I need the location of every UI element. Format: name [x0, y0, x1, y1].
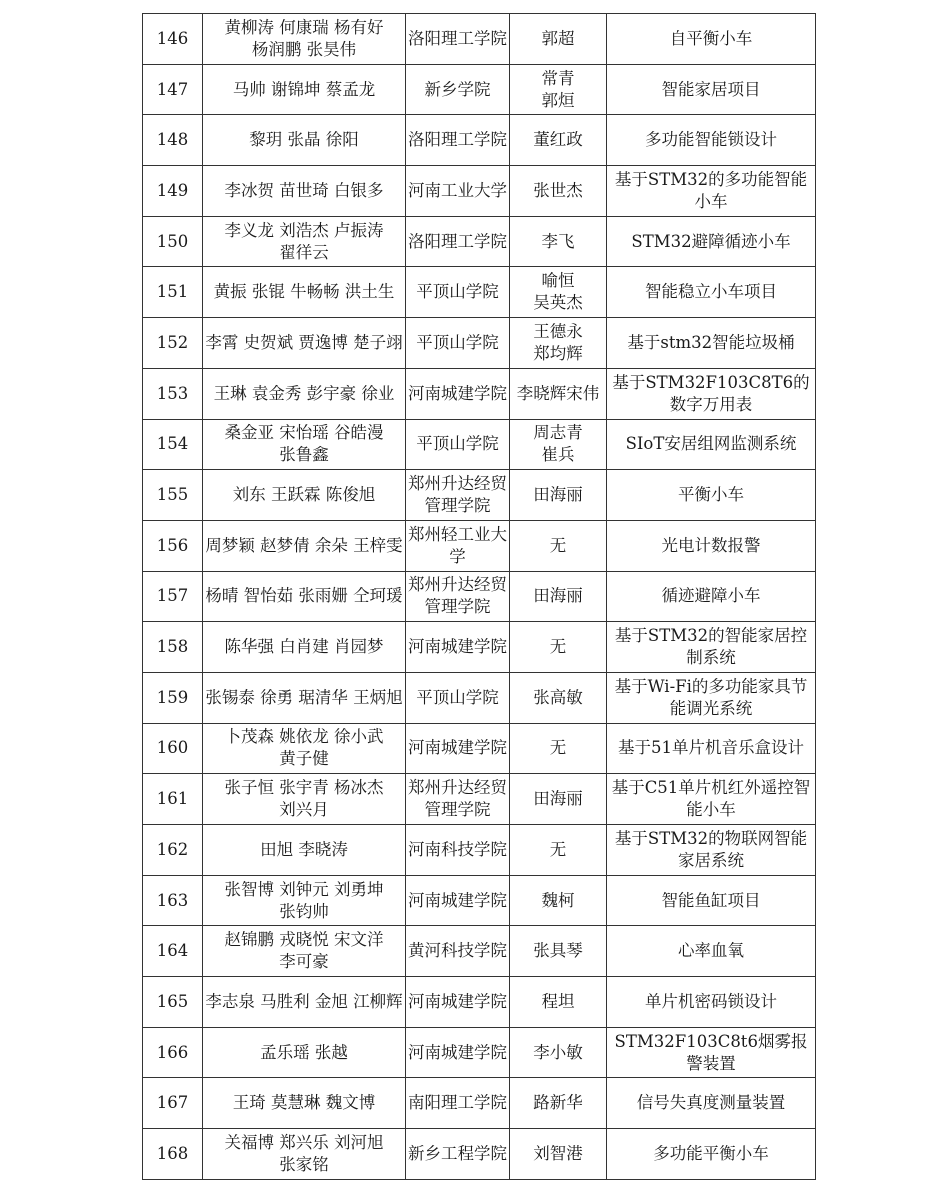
school-cell: 洛阳理工学院: [406, 115, 510, 166]
school-cell: 平顶山学院: [406, 419, 510, 470]
team-members-cell: [203, 368, 406, 419]
advisor-cell: [510, 64, 607, 115]
advisor-cell: [510, 825, 607, 876]
advisor-cell: [510, 14, 607, 65]
row-number-cell: 158: [143, 622, 203, 673]
team-members-line: 张锡泰 徐勇 琚清华 王炳旭: [205, 687, 403, 707]
row-number-cell: 149: [143, 166, 203, 217]
team-members-line: 黄柳涛 何康瑞 杨有好: [224, 17, 384, 37]
school-cell: 郑州轻工业大学: [406, 520, 510, 571]
team-members-line: 王琦 莫慧琳 魏文博: [232, 1093, 376, 1113]
roster-table-body: [143, 14, 816, 1180]
team-members-cell: [203, 571, 406, 622]
team-members-line: 田旭 李晓涛: [260, 839, 348, 859]
team-members-cell: [203, 875, 406, 926]
project-title-cell: 多功能平衡小车: [607, 1129, 816, 1180]
advisor-cell: [510, 774, 607, 825]
advisor-cell: [510, 875, 607, 926]
team-members-line: 张智博 刘钟元 刘勇坤: [224, 879, 384, 899]
table-row: [143, 115, 816, 166]
project-title-cell: 单片机密码锁设计: [607, 977, 816, 1028]
team-members-line: 桑金亚 宋怡瑶 谷皓漫: [224, 423, 384, 443]
advisor-name: 常青 郭烜: [541, 68, 575, 110]
team-members-line: 马帅 谢锦坤 蔡孟龙: [232, 79, 376, 99]
advisor-name: 无: [549, 839, 567, 859]
advisor-name: 董红政: [533, 130, 583, 150]
advisor-name: 王德永 郑均辉: [533, 321, 583, 363]
table-row: [143, 14, 816, 65]
table-row: [143, 723, 816, 774]
team-members-line: 李可豪: [279, 952, 329, 972]
team-members-cell: [203, 216, 406, 267]
school-cell: 河南城建学院: [406, 368, 510, 419]
project-title-cell: STM32F103C8t6烟雾报警装置: [607, 1027, 816, 1078]
table-row: [143, 622, 816, 673]
advisor-cell: [510, 267, 607, 318]
project-title-cell: 信号失真度测量装置: [607, 1078, 816, 1129]
row-number-cell: 146: [143, 14, 203, 65]
team-members-line: 李志泉 马胜利 金旭 江柳辉: [205, 991, 403, 1011]
advisor-cell: [510, 1078, 607, 1129]
row-number-cell: 168: [143, 1129, 203, 1180]
project-title-cell: 多功能智能锁设计: [607, 115, 816, 166]
team-members-line: 李冰贺 苗世琦 白银多: [224, 180, 384, 200]
row-number-cell: 150: [143, 216, 203, 267]
team-members-cell: [203, 774, 406, 825]
advisor-cell: [510, 115, 607, 166]
team-members-cell: [203, 520, 406, 571]
advisor-cell: [510, 723, 607, 774]
table-row: [143, 1129, 816, 1180]
row-number-cell: 161: [143, 774, 203, 825]
row-number-cell: 166: [143, 1027, 203, 1078]
project-title-cell: STM32避障循迹小车: [607, 216, 816, 267]
team-members-cell: [203, 267, 406, 318]
advisor-name: 田海丽: [533, 485, 583, 505]
school-cell: 河南城建学院: [406, 622, 510, 673]
team-members-cell: [203, 318, 406, 369]
advisor-name: 张具琴: [533, 941, 583, 961]
project-title-cell: 基于51单片机音乐盒设计: [607, 723, 816, 774]
school-cell: 平顶山学院: [406, 267, 510, 318]
team-members-cell: [203, 723, 406, 774]
team-members-line: 黄振 张锟 牛畅畅 洪土生: [213, 282, 395, 302]
row-number-cell: 152: [143, 318, 203, 369]
table-row: [143, 368, 816, 419]
row-number-cell: 147: [143, 64, 203, 115]
team-members-line: 杨润鹏 张昊伟: [251, 39, 357, 59]
advisor-cell: [510, 470, 607, 521]
advisor-cell: [510, 216, 607, 267]
advisor-name: 无: [549, 535, 567, 555]
table-row: [143, 571, 816, 622]
project-title-cell: 基于STM32的物联网智能家居系统: [607, 825, 816, 876]
advisor-name: 刘智港: [533, 1143, 583, 1163]
table-row: [143, 470, 816, 521]
team-members-cell: [203, 64, 406, 115]
table-row: [143, 520, 816, 571]
project-title-cell: 平衡小车: [607, 470, 816, 521]
team-members-line: 张钧帅: [279, 901, 329, 921]
advisor-name: 路新华: [533, 1093, 583, 1113]
team-members-cell: [203, 926, 406, 977]
team-members-line: 刘东 王跃霖 陈俊旭: [232, 485, 376, 505]
team-members-line: 赵锦鹏 戎晓悦 宋文洋: [224, 930, 384, 950]
team-members-cell: [203, 166, 406, 217]
advisor-cell: [510, 318, 607, 369]
team-members-cell: [203, 1129, 406, 1180]
row-number-cell: 165: [143, 977, 203, 1028]
team-members-cell: [203, 825, 406, 876]
team-members-cell: [203, 115, 406, 166]
project-title-cell: 自平衡小车: [607, 14, 816, 65]
row-number-cell: 164: [143, 926, 203, 977]
team-members-cell: [203, 977, 406, 1028]
advisor-cell: [510, 368, 607, 419]
advisor-name: 张高敏: [533, 687, 583, 707]
school-cell: 郑州升达经贸管理学院: [406, 470, 510, 521]
project-title-cell: 基于STM32的智能家居控制系统: [607, 622, 816, 673]
team-members-line: 卜茂森 姚依龙 徐小武: [224, 727, 384, 747]
row-number-cell: 162: [143, 825, 203, 876]
school-cell: 郑州升达经贸管理学院: [406, 774, 510, 825]
school-cell: 河南城建学院: [406, 875, 510, 926]
row-number-cell: 157: [143, 571, 203, 622]
advisor-name: 李晓辉宋伟: [516, 383, 600, 403]
row-number-cell: 154: [143, 419, 203, 470]
team-members-line: 张家铭: [279, 1154, 329, 1174]
advisor-cell: [510, 1027, 607, 1078]
advisor-cell: [510, 926, 607, 977]
advisor-cell: [510, 672, 607, 723]
advisor-name: 喻恒 吴英杰: [533, 271, 583, 313]
project-title-cell: 基于STM32F103C8T6的数字万用表: [607, 368, 816, 419]
table-row: [143, 672, 816, 723]
project-title-cell: 智能鱼缸项目: [607, 875, 816, 926]
table-row: [143, 875, 816, 926]
school-cell: 河南城建学院: [406, 723, 510, 774]
table-row: [143, 267, 816, 318]
table-row: [143, 1078, 816, 1129]
table-row: [143, 419, 816, 470]
advisor-cell: [510, 571, 607, 622]
project-title-cell: 基于Wi-Fi的多功能家具节能调光系统: [607, 672, 816, 723]
team-members-line: 刘兴月: [279, 800, 329, 820]
team-members-line: 张子恒 张宇青 杨冰杰: [224, 778, 384, 798]
advisor-cell: [510, 419, 607, 470]
table-row: [143, 216, 816, 267]
team-members-line: 孟乐瑶 张越: [260, 1042, 348, 1062]
table-row: [143, 64, 816, 115]
row-number-cell: 156: [143, 520, 203, 571]
project-title-cell: 循迹避障小车: [607, 571, 816, 622]
table-row: [143, 318, 816, 369]
team-members-line: 李霄 史贺斌 贾逸博 楚子翊: [205, 332, 403, 352]
team-members-line: 黎玥 张晶 徐阳: [249, 130, 359, 150]
team-members-line: 周梦颖 赵梦倩 余朵 王梓雯: [205, 535, 403, 555]
table-row: [143, 1027, 816, 1078]
school-cell: 河南工业大学: [406, 166, 510, 217]
team-members-line: 张鲁鑫: [279, 445, 329, 465]
row-number-cell: 151: [143, 267, 203, 318]
row-number-cell: 148: [143, 115, 203, 166]
advisor-cell: [510, 1129, 607, 1180]
advisor-name: 李飞: [541, 231, 575, 251]
team-members-line: 黄子健: [279, 749, 329, 769]
project-title-cell: 智能家居项目: [607, 64, 816, 115]
row-number-cell: 163: [143, 875, 203, 926]
row-number-cell: 167: [143, 1078, 203, 1129]
team-members-line: 关福博 郑兴乐 刘河旭: [224, 1132, 384, 1152]
school-cell: 平顶山学院: [406, 672, 510, 723]
row-number-cell: 155: [143, 470, 203, 521]
project-title-cell: 基于STM32的多功能智能小车: [607, 166, 816, 217]
advisor-name: 张世杰: [533, 180, 583, 200]
school-cell: 河南城建学院: [406, 977, 510, 1028]
advisor-name: 无: [549, 738, 567, 758]
advisor-name: 程坦: [541, 991, 575, 1011]
advisor-cell: [510, 977, 607, 1028]
team-members-line: 王琳 袁金秀 彭宇豪 徐业: [213, 383, 395, 403]
roster-table: [142, 13, 816, 1180]
advisor-name: 周志青 崔兵: [533, 423, 583, 465]
team-members-cell: [203, 1078, 406, 1129]
table-row: [143, 977, 816, 1028]
advisor-name: 田海丽: [533, 586, 583, 606]
school-cell: 平顶山学院: [406, 318, 510, 369]
school-cell: 黄河科技学院: [406, 926, 510, 977]
row-number-cell: 160: [143, 723, 203, 774]
table-row: [143, 926, 816, 977]
team-members-cell: [203, 470, 406, 521]
school-cell: 郑州升达经贸管理学院: [406, 571, 510, 622]
advisor-name: 魏柯: [541, 890, 575, 910]
advisor-cell: [510, 622, 607, 673]
team-members-cell: [203, 14, 406, 65]
team-members-cell: [203, 419, 406, 470]
table-row: [143, 825, 816, 876]
row-number-cell: 159: [143, 672, 203, 723]
team-members-cell: [203, 1027, 406, 1078]
school-cell: 洛阳理工学院: [406, 216, 510, 267]
table-row: [143, 774, 816, 825]
team-members-line: 李义龙 刘浩杰 卢振涛: [224, 220, 384, 240]
school-cell: 新乡工程学院: [406, 1129, 510, 1180]
school-cell: 洛阳理工学院: [406, 14, 510, 65]
school-cell: 新乡学院: [406, 64, 510, 115]
project-title-cell: 光电计数报警: [607, 520, 816, 571]
team-members-cell: [203, 622, 406, 673]
project-title-cell: 心率血氧: [607, 926, 816, 977]
table-row: [143, 166, 816, 217]
project-title-cell: SIoT安居组网监测系统: [607, 419, 816, 470]
advisor-name: 田海丽: [533, 789, 583, 809]
row-number-cell: 153: [143, 368, 203, 419]
roster-sheet: [142, 13, 816, 1180]
project-title-cell: 基于stm32智能垃圾桶: [607, 318, 816, 369]
team-members-line: 杨晴 智怡茹 张雨姗 仝珂瑗: [205, 586, 403, 606]
school-cell: 南阳理工学院: [406, 1078, 510, 1129]
advisor-name: 郭超: [541, 28, 575, 48]
team-members-line: 陈华强 白肖建 肖园梦: [224, 637, 384, 657]
project-title-cell: 基于C51单片机红外遥控智能小车: [607, 774, 816, 825]
advisor-cell: [510, 520, 607, 571]
team-members-line: 翟徉云: [279, 242, 329, 262]
advisor-name: 无: [549, 637, 567, 657]
project-title-cell: 智能稳立小车项目: [607, 267, 816, 318]
advisor-name: 李小敏: [533, 1042, 583, 1062]
team-members-cell: [203, 672, 406, 723]
advisor-cell: [510, 166, 607, 217]
school-cell: 河南科技学院: [406, 825, 510, 876]
school-cell: 河南城建学院: [406, 1027, 510, 1078]
